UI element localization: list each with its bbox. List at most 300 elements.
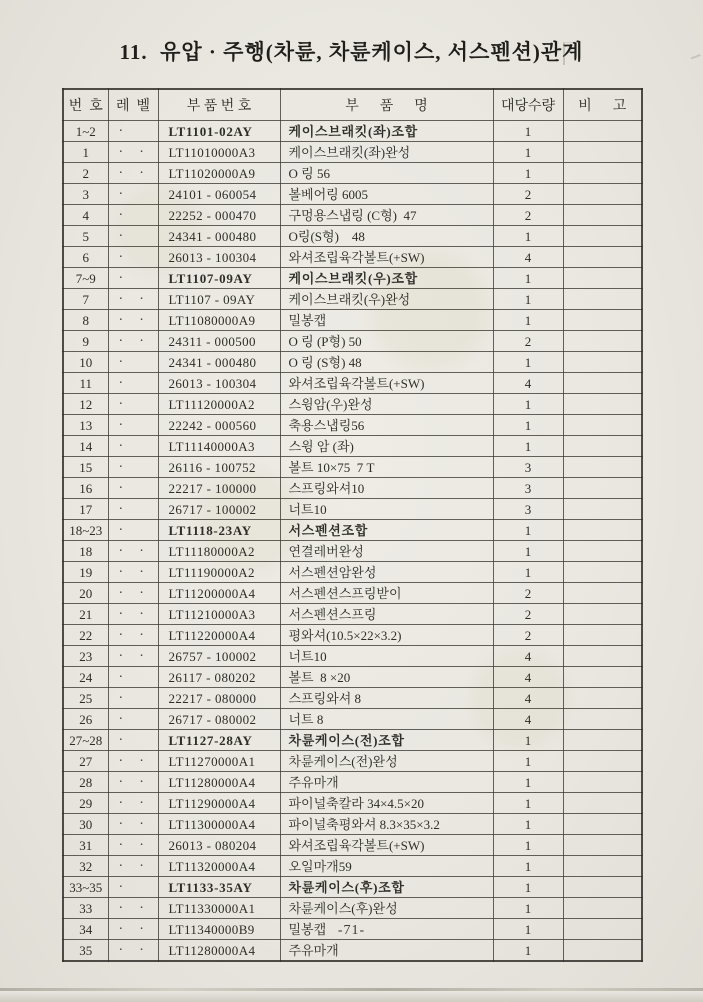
level-dot: · (118, 250, 124, 265)
part-name-cell: 와셔조립육각볼트(+SW) (280, 247, 493, 268)
level-dot: · (139, 565, 144, 580)
level-cell (108, 856, 158, 877)
table-row (63, 877, 642, 898)
level-cell (108, 142, 158, 163)
remarks-cell (563, 688, 642, 709)
remarks-cell (563, 604, 642, 625)
table-row (63, 604, 642, 625)
part-name-cell: 오일마개59 (280, 856, 493, 877)
part-number-cell: 24341 - 000480 (158, 352, 280, 373)
table-row (63, 268, 642, 289)
level-dot: · (118, 292, 124, 307)
part-name-cell: 연결레버완성 (280, 541, 493, 562)
quantity-cell: 2 (493, 604, 563, 625)
row-number-cell: 7~9 (63, 268, 108, 289)
level-dot: · (118, 229, 124, 244)
row-number-cell: 35 (63, 940, 108, 962)
part-name-cell: 볼베어링 6005 (280, 184, 493, 205)
level-cell (108, 772, 158, 793)
part-number-cell: 22217 - 100000 (158, 478, 280, 499)
part-number-cell: 26013 - 100304 (158, 373, 280, 394)
part-name-cell: 차륜케이스(전)완성 (280, 751, 493, 772)
part-number-cell: LT11340000B9 (158, 919, 280, 940)
remarks-cell (563, 625, 642, 646)
row-number-cell: 7 (63, 289, 108, 310)
table-row (63, 499, 642, 520)
row-number-cell: 31 (63, 835, 108, 856)
remarks-cell (563, 373, 642, 394)
remarks-cell (563, 772, 642, 793)
level-dot: · (118, 313, 124, 328)
page-title: 11. 유압 · 주행(차륜, 차륜케이스, 서스펜션)관계 (119, 40, 584, 64)
level-dot: · (139, 754, 144, 769)
row-number-cell: 1~2 (63, 121, 108, 142)
level-cell (108, 205, 158, 226)
part-name-cell: 너트10 (280, 646, 493, 667)
level-dot: · (139, 817, 144, 832)
table-row (63, 436, 642, 457)
level-dot: · (139, 292, 144, 307)
level-dot: · (118, 922, 124, 937)
quantity-cell: 2 (493, 184, 563, 205)
level-cell (108, 478, 158, 499)
level-dot: · (118, 208, 124, 223)
remarks-cell (563, 898, 642, 919)
part-number-cell: LT11290000A4 (158, 793, 280, 814)
row-number-cell: 25 (63, 688, 108, 709)
col-header-part-no: 부 품 번 호 (158, 89, 280, 121)
row-number-cell: 33~35 (63, 877, 108, 898)
remarks-cell (563, 247, 642, 268)
part-number-cell: LT1107 - 09AY (158, 289, 280, 310)
part-name-cell: 케이스브래킷(좌)완성 (280, 142, 493, 163)
quantity-cell: 1 (493, 436, 563, 457)
level-dot: · (118, 817, 124, 832)
table-row (63, 205, 642, 226)
level-cell (108, 520, 158, 541)
table-row (63, 562, 642, 583)
part-number-cell: 22217 - 080000 (158, 688, 280, 709)
part-number-cell: 26757 - 100002 (158, 646, 280, 667)
part-name-cell: 스윙 암 (좌) (280, 436, 493, 457)
level-dot: · (139, 628, 144, 643)
remarks-cell (563, 499, 642, 520)
level-cell (108, 688, 158, 709)
level-dot: · (139, 145, 144, 160)
level-cell (108, 247, 158, 268)
part-name-cell: 케이스브래킷(우)조합 (280, 268, 493, 289)
level-dot: · (139, 334, 144, 349)
level-dot: · (118, 691, 124, 706)
level-cell (108, 184, 158, 205)
quantity-cell: 1 (493, 772, 563, 793)
level-dot: · (118, 187, 124, 202)
remarks-cell (563, 268, 642, 289)
level-dot: · (118, 334, 124, 349)
level-cell (108, 163, 158, 184)
part-name-cell: 파이널축칼라 34×4.5×20 (280, 793, 493, 814)
part-name-cell: 주유마개 (280, 940, 493, 962)
part-name-cell: 너트 8 (280, 709, 493, 730)
level-dot: · (118, 649, 124, 664)
level-cell (108, 751, 158, 772)
part-name-cell: 볼트 10×75 7 T (280, 457, 493, 478)
level-cell (108, 394, 158, 415)
level-cell (108, 436, 158, 457)
part-number-cell: LT11270000A1 (158, 751, 280, 772)
remarks-cell (563, 121, 642, 142)
row-number-cell: 11 (63, 373, 108, 394)
level-dot: · (118, 145, 124, 160)
part-name-cell: 서스펜션암완성 (280, 562, 493, 583)
row-number-cell: 30 (63, 814, 108, 835)
part-name-cell: 와셔조립육각볼트(+SW) (280, 835, 493, 856)
table-row (63, 625, 642, 646)
remarks-cell (563, 835, 642, 856)
level-dot: · (118, 754, 124, 769)
part-name-cell: 파이널축평와셔 8.3×35×3.2 (280, 814, 493, 835)
row-number-cell: 33 (63, 898, 108, 919)
remarks-cell (563, 877, 642, 898)
level-cell (108, 352, 158, 373)
table-row (63, 373, 642, 394)
col-header-level: 레 벨 (108, 89, 158, 121)
part-number-cell: LT11220000A4 (158, 625, 280, 646)
level-dot: · (139, 922, 144, 937)
quantity-cell: 1 (493, 898, 563, 919)
level-dot: · (118, 355, 124, 370)
part-number-cell: LT11120000A2 (158, 394, 280, 415)
part-name-cell: 와셔조립육각볼트(+SW) (280, 373, 493, 394)
remarks-cell (563, 793, 642, 814)
remarks-cell (563, 436, 642, 457)
level-cell (108, 730, 158, 751)
row-number-cell: 2 (63, 163, 108, 184)
remarks-cell (563, 751, 642, 772)
level-cell (108, 709, 158, 730)
part-name-cell: 밀봉캡 (280, 310, 493, 331)
quantity-cell: 4 (493, 373, 563, 394)
part-number-cell: 26116 - 100752 (158, 457, 280, 478)
table-row (63, 751, 642, 772)
table-row (63, 688, 642, 709)
level-dot: · (139, 313, 144, 328)
table-row (63, 247, 642, 268)
remarks-cell (563, 730, 642, 751)
row-number-cell: 6 (63, 247, 108, 268)
part-number-cell: LT11280000A4 (158, 772, 280, 793)
level-cell (108, 877, 158, 898)
table-row (63, 520, 642, 541)
table-row (63, 772, 642, 793)
remarks-cell (563, 205, 642, 226)
remarks-cell (563, 940, 642, 962)
quantity-cell: 1 (493, 562, 563, 583)
level-dot: · (118, 943, 124, 958)
level-dot: · (118, 712, 124, 727)
part-number-cell: 24341 - 000480 (158, 226, 280, 247)
level-cell (108, 457, 158, 478)
row-number-cell: 24 (63, 667, 108, 688)
part-name-cell: 너트10 (280, 499, 493, 520)
level-dot: · (118, 565, 124, 580)
quantity-cell: 3 (493, 478, 563, 499)
level-dot: · (118, 796, 124, 811)
scan-edge-artifact (0, 991, 703, 1002)
table-row (63, 226, 642, 247)
remarks-cell (563, 814, 642, 835)
col-header-part-name: 부 품 명 (280, 89, 493, 121)
level-cell (108, 226, 158, 247)
remarks-cell (563, 457, 642, 478)
level-dot: · (139, 607, 144, 622)
quantity-cell: 1 (493, 877, 563, 898)
col-header-number: 번 호 (63, 89, 108, 121)
level-dot: · (118, 628, 124, 643)
part-name-cell: 스프링와셔10 (280, 478, 493, 499)
quantity-cell: 2 (493, 583, 563, 604)
part-number-cell: LT1107-09AY (158, 268, 280, 289)
row-number-cell: 26 (63, 709, 108, 730)
level-cell (108, 667, 158, 688)
part-number-cell: LT11300000A4 (158, 814, 280, 835)
col-header-remarks: 비 고 (563, 89, 642, 121)
part-number-cell: LT11210000A3 (158, 604, 280, 625)
part-name-cell: O 링 (P형) 50 (280, 331, 493, 352)
row-number-cell: 1 (63, 142, 108, 163)
quantity-cell: 1 (493, 835, 563, 856)
level-cell (108, 562, 158, 583)
table-row (63, 352, 642, 373)
level-cell (108, 415, 158, 436)
part-number-cell: 26717 - 080002 (158, 709, 280, 730)
level-dot: · (139, 586, 144, 601)
level-dot: · (118, 880, 124, 895)
parts-table-body (63, 121, 642, 962)
parts-table (62, 88, 643, 962)
row-number-cell: 18~23 (63, 520, 108, 541)
level-dot: · (118, 838, 124, 853)
part-number-cell: 22242 - 000560 (158, 415, 280, 436)
remarks-cell (563, 184, 642, 205)
table-row (63, 142, 642, 163)
level-cell (108, 814, 158, 835)
remarks-cell (563, 289, 642, 310)
part-name-cell: 차륜케이스(후)조합 (280, 877, 493, 898)
col-header-quantity: 대당수량 (493, 89, 563, 121)
part-number-cell: 24311 - 000500 (158, 331, 280, 352)
quantity-cell: 1 (493, 226, 563, 247)
level-dot: · (118, 124, 124, 139)
part-number-cell: 26117 - 080202 (158, 667, 280, 688)
table-row (63, 331, 642, 352)
part-number-cell: LT11180000A2 (158, 541, 280, 562)
remarks-cell (563, 226, 642, 247)
level-cell (108, 310, 158, 331)
level-cell (108, 898, 158, 919)
quantity-cell: 1 (493, 394, 563, 415)
table-row (63, 583, 642, 604)
remarks-cell (563, 310, 642, 331)
level-cell (108, 289, 158, 310)
page-number: -71- (337, 923, 366, 938)
row-number-cell: 21 (63, 604, 108, 625)
level-dot: · (118, 271, 124, 286)
table-row (63, 394, 642, 415)
level-dot: · (118, 397, 124, 412)
quantity-cell: 1 (493, 352, 563, 373)
quantity-cell: 1 (493, 121, 563, 142)
quantity-cell: 1 (493, 856, 563, 877)
row-number-cell: 13 (63, 415, 108, 436)
level-dot: · (139, 544, 144, 559)
table-row (63, 163, 642, 184)
quantity-cell: 3 (493, 457, 563, 478)
table-row (63, 184, 642, 205)
quantity-cell: 1 (493, 415, 563, 436)
level-cell (108, 604, 158, 625)
quantity-cell: 1 (493, 751, 563, 772)
part-number-cell: 26013 - 100304 (158, 247, 280, 268)
part-number-cell: LT1101-02AY (158, 121, 280, 142)
level-cell (108, 646, 158, 667)
part-number-cell: LT11320000A4 (158, 856, 280, 877)
remarks-cell (563, 583, 642, 604)
level-dot: · (118, 670, 124, 685)
scan-artifact (563, 42, 581, 65)
part-name-cell: 주유마개 (280, 772, 493, 793)
part-number-cell: LT11280000A4 (158, 940, 280, 962)
level-dot: · (118, 502, 124, 517)
table-row (63, 289, 642, 310)
quantity-cell: 4 (493, 646, 563, 667)
quantity-cell: 2 (493, 205, 563, 226)
part-name-cell: 구멍용스냅링 (C형) 47 (280, 205, 493, 226)
quantity-cell: 4 (493, 709, 563, 730)
level-dot: · (118, 460, 124, 475)
quantity-cell: 1 (493, 142, 563, 163)
level-cell (108, 835, 158, 856)
row-number-cell: 17 (63, 499, 108, 520)
level-cell (108, 499, 158, 520)
part-number-cell: LT1118-23AY (158, 520, 280, 541)
table-row (63, 541, 642, 562)
row-number-cell: 20 (63, 583, 108, 604)
quantity-cell: 1 (493, 814, 563, 835)
table-row (63, 121, 642, 142)
level-dot: · (118, 376, 124, 391)
remarks-cell (563, 142, 642, 163)
level-dot: · (139, 649, 144, 664)
part-name-cell: 밀봉캡 (280, 919, 493, 940)
part-name-cell: 평와셔(10.5×22×3.2) (280, 625, 493, 646)
remarks-cell (563, 520, 642, 541)
part-number-cell: LT11200000A4 (158, 583, 280, 604)
part-name-cell: 축용스냅링56 (280, 415, 493, 436)
level-cell (108, 793, 158, 814)
part-number-cell: LT11190000A2 (158, 562, 280, 583)
level-dot: · (118, 607, 124, 622)
level-cell (108, 268, 158, 289)
row-number-cell: 22 (63, 625, 108, 646)
row-number-cell: 3 (63, 184, 108, 205)
part-name-cell: 케이스브래킷(우)완성 (280, 289, 493, 310)
level-dot: · (118, 481, 124, 496)
level-dot: · (118, 733, 124, 748)
quantity-cell: 1 (493, 793, 563, 814)
part-name-cell: 볼트 8 ×20 (280, 667, 493, 688)
level-dot: · (139, 838, 144, 853)
part-name-cell: 차륜케이스(후)완성 (280, 898, 493, 919)
remarks-cell (563, 667, 642, 688)
quantity-cell: 1 (493, 541, 563, 562)
table-row (63, 940, 642, 962)
remarks-cell (563, 352, 642, 373)
remarks-cell (563, 478, 642, 499)
quantity-cell: 1 (493, 163, 563, 184)
part-number-cell: 24101 - 060054 (158, 184, 280, 205)
part-name-cell: 스윙암(우)완성 (280, 394, 493, 415)
table-row (63, 730, 642, 751)
part-name-cell: O 링 (S형) 48 (280, 352, 493, 373)
part-name-cell: 케이스브래킷(좌)조합 (280, 121, 493, 142)
row-number-cell: 9 (63, 331, 108, 352)
part-name-cell: 서스펜션스프링받이 (280, 583, 493, 604)
level-cell (108, 373, 158, 394)
level-cell (108, 940, 158, 962)
row-number-cell: 12 (63, 394, 108, 415)
table-row (63, 709, 642, 730)
part-number-cell: 26717 - 100002 (158, 499, 280, 520)
table-row (63, 793, 642, 814)
part-number-cell: LT11080000A9 (158, 310, 280, 331)
row-number-cell: 28 (63, 772, 108, 793)
quantity-cell: 1 (493, 919, 563, 940)
level-dot: · (118, 523, 124, 538)
remarks-cell (563, 331, 642, 352)
table-row (63, 667, 642, 688)
row-number-cell: 15 (63, 457, 108, 478)
table-row (63, 457, 642, 478)
level-dot: · (118, 586, 124, 601)
level-dot: · (139, 859, 144, 874)
level-cell (108, 121, 158, 142)
level-cell (108, 583, 158, 604)
level-cell (108, 625, 158, 646)
table-row (63, 814, 642, 835)
table-row (63, 310, 642, 331)
row-number-cell: 27~28 (63, 730, 108, 751)
remarks-cell (563, 394, 642, 415)
quantity-cell: 4 (493, 688, 563, 709)
row-number-cell: 14 (63, 436, 108, 457)
level-dot: · (139, 901, 144, 916)
table-row (63, 415, 642, 436)
level-dot: · (118, 166, 124, 181)
part-name-cell: 차륜케이스(전)조합 (280, 730, 493, 751)
part-name-cell: O링(S형) 48 (280, 226, 493, 247)
row-number-cell: 32 (63, 856, 108, 877)
level-dot: · (139, 775, 144, 790)
part-number-cell: LT1127-28AY (158, 730, 280, 751)
row-number-cell: 34 (63, 919, 108, 940)
part-number-cell: LT11020000A9 (158, 163, 280, 184)
quantity-cell: 2 (493, 331, 563, 352)
part-number-cell: LT11140000A3 (158, 436, 280, 457)
level-dot: · (139, 943, 144, 958)
row-number-cell: 19 (63, 562, 108, 583)
level-dot: · (118, 439, 124, 454)
